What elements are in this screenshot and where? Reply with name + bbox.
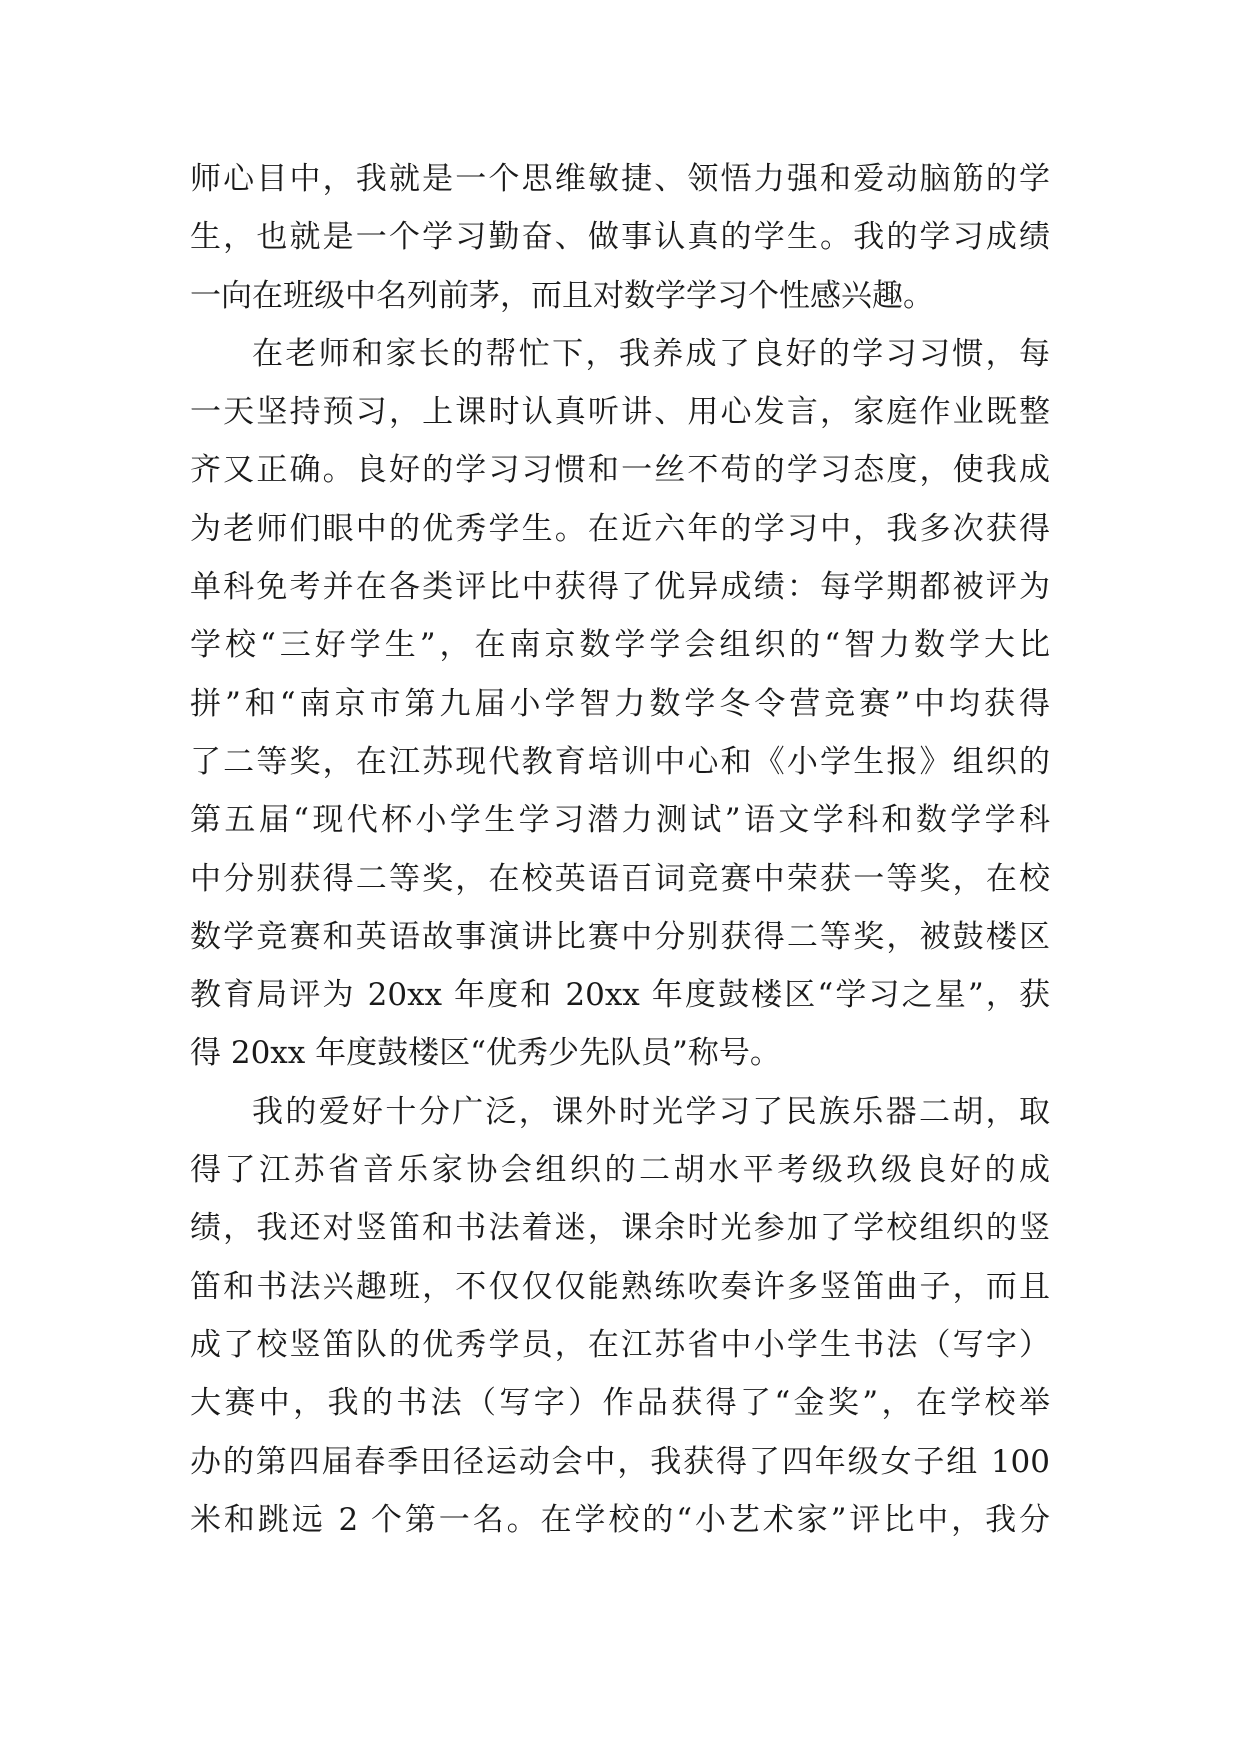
text-line: 成了校竖笛队的优秀学员，在江苏省中小学生书法（写字） xyxy=(190,1326,1050,1363)
text-line: 了二等奖，在江苏现代教育培训中心和《小学生报》组织的 xyxy=(190,743,1050,780)
text-line: 办的第四届春季田径运动会中，我获得了四年级女子组 100 xyxy=(190,1443,1050,1480)
paragraph-first-line: 在老师和家长的帮忙下，我养成了良好的学习习惯，每 xyxy=(252,335,1050,372)
text-line: 教育局评为 20xx 年度和 20xx 年度鼓楼区“学习之星”，获 xyxy=(190,977,1050,1014)
text-line: 中分别获得二等奖，在校英语百词竞赛中荣获一等奖，在校 xyxy=(190,860,1050,897)
text-line: 一天坚持预习，上课时认真听讲、用心发言，家庭作业既整 xyxy=(190,394,1050,431)
document-body xyxy=(190,150,1050,1549)
text-line: 大赛中，我的书法（写字）作品获得了“金奖”，在学校举 xyxy=(190,1385,1050,1422)
text-line: 单科免考并在各类评比中获得了优异成绩：每学期都被评为 xyxy=(190,569,1050,606)
text-line: 学校“三好学生”，在南京数学学会组织的“智力数学大比 xyxy=(190,627,1050,664)
text-line: 得了江苏省音乐家协会组织的二胡水平考级玖级良好的成 xyxy=(190,1152,1050,1189)
text-line: 绩，我还对竖笛和书法着迷，课余时光参加了学校组织的竖 xyxy=(190,1210,1050,1247)
text-line: 齐又正确。良好的学习习惯和一丝不苟的学习态度，使我成 xyxy=(190,452,1050,489)
text-line: 师心目中，我就是一个思维敏捷、领悟力强和爱动脑筋的学 xyxy=(190,161,1050,197)
text-line: 拼”和“南京市第九届小学智力数学冬令营竞赛”中均获得 xyxy=(190,685,1050,722)
text-line: 生，也就是一个学习勤奋、做事认真的学生。我的学习成绩 xyxy=(190,219,1050,256)
text-line: 米和跳远 2 个第一名。在学校的“小艺术家”评比中，我分 xyxy=(190,1501,1050,1538)
text-line: 第五届“现代杯小学生学习潜力测试”语文学科和数学学科 xyxy=(190,802,1050,839)
text-line: 为老师们眼中的优秀学生。在近六年的学习中，我多次获得 xyxy=(190,510,1050,547)
text-line: 得 20xx 年度鼓楼区“优秀少先队员”称号。 xyxy=(190,1035,781,1072)
text-line: 一向在班级中名列前茅，而且对数学学习个性感兴趣。 xyxy=(190,277,934,314)
text-line: 笛和书法兴趣班，不仅仅仅能熟练吹奏许多竖笛曲子，而且 xyxy=(190,1268,1050,1305)
text-line: 数学竞赛和英语故事演讲比赛中分别获得二等奖，被鼓楼区 xyxy=(190,918,1050,955)
paragraph-first-line: 我的爱好十分广泛，课外时光学习了民族乐器二胡，取 xyxy=(252,1093,1050,1130)
